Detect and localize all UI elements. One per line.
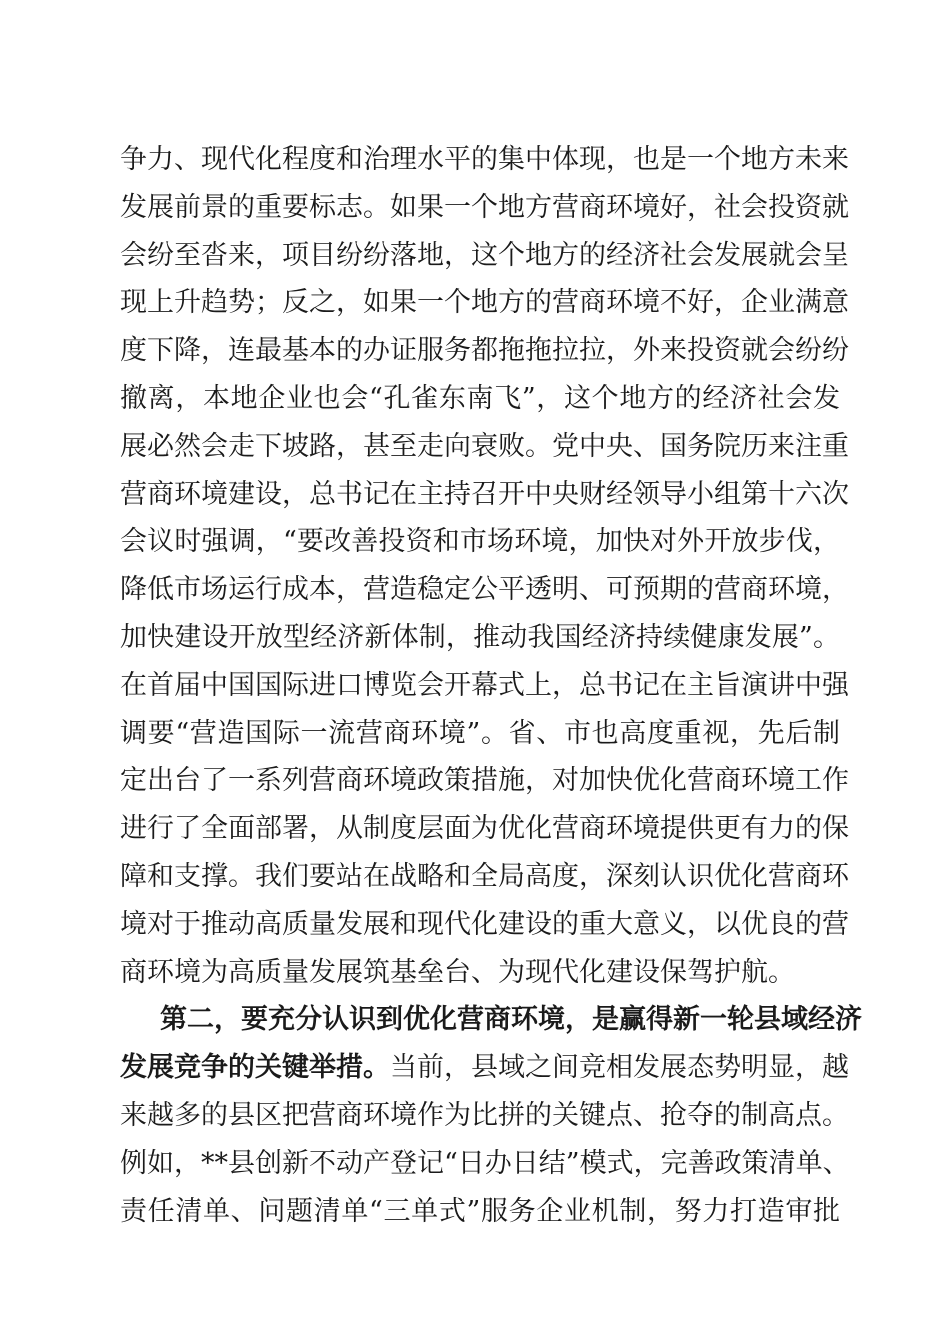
text-line: 会纷至沓来，项目纷纷落地，这个地方的经济社会发展就会呈 [120, 239, 849, 271]
text-line: 度下降，连最基本的办证服务都拖拖拉拉，外来投资就会纷纷 [120, 335, 849, 367]
text-line: 撤离，本地企业也会“孔雀东南飞”，这个地方的经济社会发 [120, 382, 840, 414]
text-line: 会议时强调，“要改善投资和市场环境，加快对外开放步伐， [120, 526, 840, 558]
text-line: 争力、现代化程度和治理水平的集中体现，也是一个地方未来 [120, 144, 849, 175]
paragraph-2 [120, 996, 862, 1235]
text-line: 降低市场运行成本，营造稳定公平透明、可预期的营商环境， [120, 574, 849, 606]
text-line: 现上升趋势；反之，如果一个地方的营商环境不好，企业满意 [120, 287, 849, 319]
text-line: 责任清单、问题清单“三单式”服务企业机制，努力打造审批 [120, 1195, 840, 1227]
text-line: 来越多的县区把营商环境作为比拼的关键点、抢夺的制高点。 [120, 1099, 849, 1131]
text-line: 加快建设开放型经济新体制，推动我国经济持续健康发展”。 [120, 621, 840, 653]
text-line: 例如，**县创新不动产登记“日办日结”模式，完善政策清单、 [120, 1147, 850, 1179]
text-line: 境对于推动高质量发展和现代化建设的重大意义，以优良的营 [120, 908, 849, 940]
text-line: 在首届中国国际进口博览会开幕式上，总书记在主旨演讲中强 [120, 669, 849, 701]
text-line: 营商环境建设，总书记在主持召开中央财经领导小组第十六次 [120, 478, 849, 510]
text-line: 商环境为高质量发展筑基垒台、为现代化建设保驾护航。 [120, 956, 795, 988]
text-line: 发展前景的重要标志。如果一个地方营商环境好，社会投资就 [120, 191, 849, 223]
text-line: 障和支撑。我们要站在战略和全局高度，深刻认识优化营商环 [120, 860, 849, 892]
text-line: 进行了全面部署，从制度层面为优化营商环境提供更有力的保 [120, 813, 849, 845]
text-line: 定出台了一系列营商环境政策措施，对加快优化营商环境工作 [120, 765, 849, 797]
text-line: 展必然会走下坡路，甚至走向衰败。党中央、国务院历来注重 [120, 430, 849, 462]
text-line: 调要“营造国际一流营商环境”。省、市也高度重视，先后制 [120, 717, 840, 749]
text-line [120, 1044, 849, 1092]
document-body [120, 136, 862, 1235]
paragraph-2-heading-end: 发展竞争的关键举措。 [120, 1052, 390, 1084]
paragraph-2-heading: 第二，要充分认识到优化营商环境，是赢得新一轮县域经济 [160, 1004, 862, 1036]
paragraph-1 [120, 136, 849, 996]
text-segment: 当前，县域之间竞相发展态势明显，越 [390, 1052, 849, 1084]
